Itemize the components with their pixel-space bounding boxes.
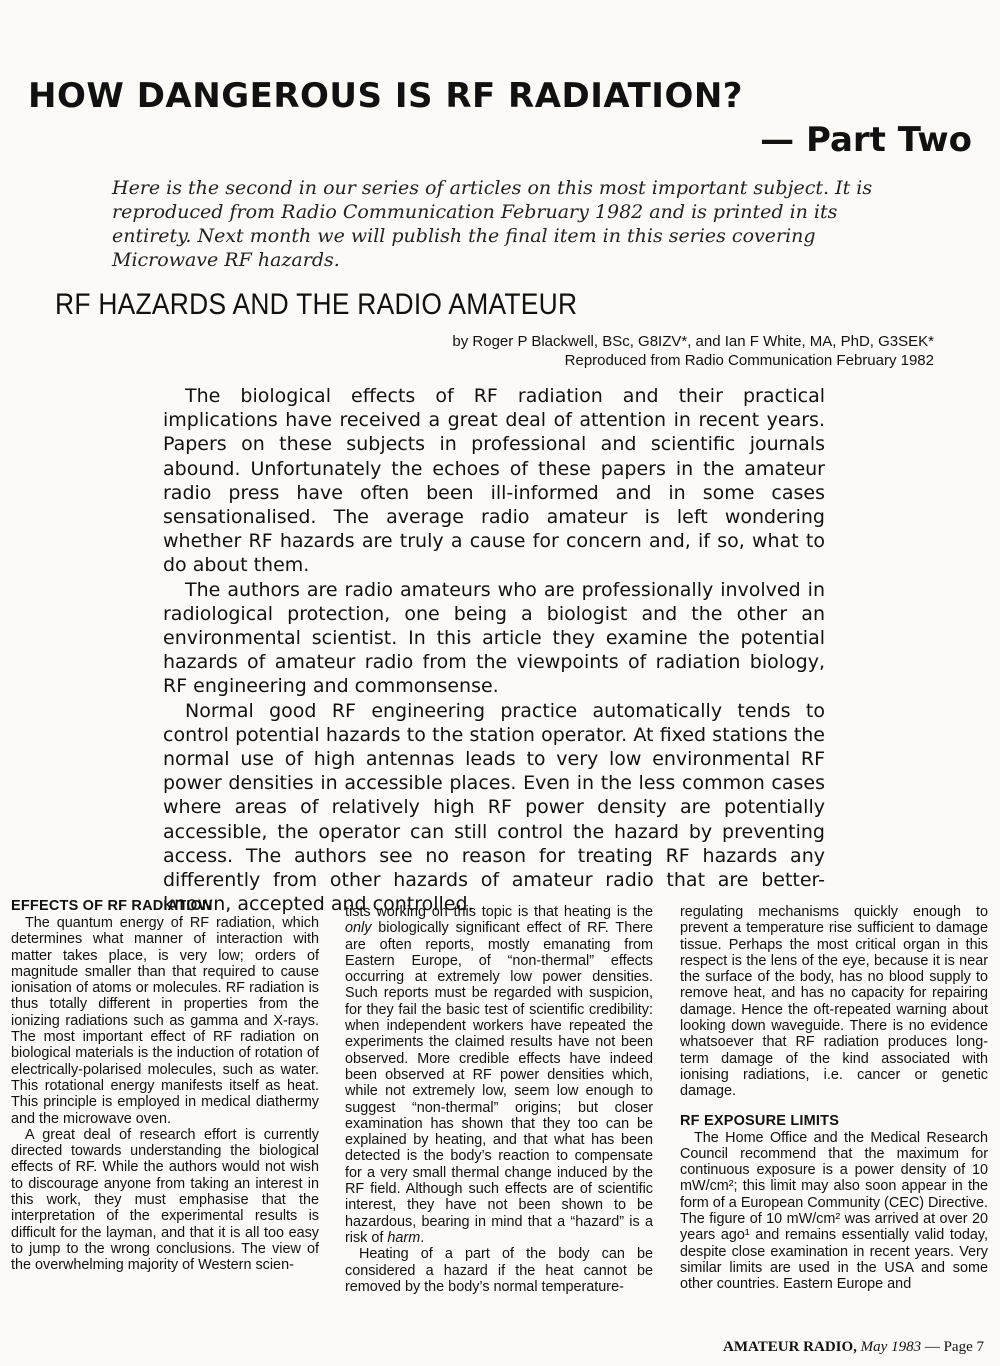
lead-paragraphs <box>163 384 825 916</box>
byline-authors: by Roger P Blackwell, BSc, G8IZV*, and Ian F White, MA, PhD, G3SEK* <box>452 333 934 350</box>
page-footer <box>723 1339 984 1356</box>
body-column-3 <box>680 904 988 1293</box>
body-paragraph: The Home Office and the Medical Research Council recommend that the maximum for continuous exposure is a power density of 10 mW/cm²; this limit may also soon appear in the form of a European Community (CEC) Directive. The figure of 10 mW/cm² was arrived at over 20 years ago¹ and remains essentially valid today, despite close examination in recent years. Very similar limits are used in the USA and some other countries. Eastern Europe and <box>680 1129 988 1293</box>
lead-paragraph: The biological effects of RF radiation and their practical implications have received a great deal of attention in recent years. Papers on these subjects in professional and scientific journals abound. Unfortunately the echoes of these papers in the amateur radio press have often been ill-informed and in some cases sensationalised. The average radio amateur is left wondering whether RF hazards are truly a cause for concern and, if so, what to do about them. <box>163 385 825 577</box>
text-run: biologically significant effect of RF. There are often reports, mostly emanating from Eastern Europe, of “non-thermal” effects occurring at extremely low power densities. Such reports must be regarded with suspicion, for they fail the basic test of scientific credibility: when independent workers have repeated the experiments the claimed results have not been observed. More credible effects have indeed been observed at RF power densities which, while not extremely low, seem low enough to suggest “non-thermal” origins; but closer examination has shown that they too can be explained by heating, and that what has been detected is the body’s reaction to compensate for a very small thermal change induced by the RF field. Although such effects are of scientific interest, they have not been shown to be hazardous, bearing in mind that a “hazard” is a risk of <box>345 920 653 1246</box>
body-column-2 <box>345 904 653 1295</box>
section-heading-exposure-limits: RF EXPOSURE LIMITS <box>680 1112 840 1129</box>
article-title: RF HAZARDS AND THE RADIO AMATEUR <box>55 288 578 321</box>
text-run: tists working on this topic is that heating is the <box>345 904 653 920</box>
body-paragraph: The quantum energy of RF radiation, which determines what manner of interaction with matter takes place, is very low; orders of magnitude smaller than that required to cause ionisation of atoms or molecules. RF radiation is thus totally different in properties from the ionizing radiations such as gamma and X-rays. The most important effect of RF radiation on biological materials is the induction of rotation of electrically-polarised molecules, such as water. This rotational energy manifests itself as heat. This principle is employed in medical diathermy and the microwave oven. <box>11 915 319 1127</box>
section-heading-effects: EFFECTS OF RF RADIATION <box>11 898 213 914</box>
intro-note: Here is the second in our series of articles on this most important subject. It is reproduced from Radio Communication February 1982 and is printed in its entirety. Next month we will publish the final item in this series covering Microwave RF hazards. <box>112 177 873 271</box>
byline <box>452 332 934 370</box>
emphasis: harm <box>387 1229 421 1246</box>
footer-publication: AMATEUR RADIO, <box>723 1339 857 1355</box>
page-subtitle: — Part Two <box>760 120 972 160</box>
footer-page-number: — Page 7 <box>924 1339 984 1355</box>
body-paragraph <box>345 904 653 1246</box>
emphasis: only <box>345 920 372 937</box>
lead-paragraph: Normal good RF engineering practice automatically tends to control potential hazards to the station operator. At fixed stations the normal use of high antennas leads to very low environmental RF power densities in accessible places. Even in the less common cases where areas of relatively high RF power density are potentially accessible, the operator can still control the hazard by preventing access. The authors see no reason for treating RF hazards any differently from other hazards of amateur radio that are better-known, accepted and controlled. <box>163 699 825 916</box>
body-paragraph: regulating mechanisms quickly enough to prevent a temperature rise sufficient to damage tissue. Perhaps the most critical organ in this respect is the lens of the eye, because it is near the surface of the body, has no blood supply to remove heat, and has no capacity for repairing damage. Hence the oft-repeated warning about looking down waveguide. There is no evidence whatsoever that RF radiation produces long-term damage of the kind associated with ionising radiations, i.e. cancer or genetic damage. <box>680 904 988 1100</box>
footer-date: May 1983 <box>860 1339 922 1355</box>
text-run: . <box>420 1229 425 1246</box>
body-paragraph: Heating of a part of the body can be considered a hazard if the heat cannot be removed by the body’s normal temperature- <box>345 1246 653 1295</box>
lead-paragraph: The authors are radio amateurs who are professionally involved in radiological protection, one being a biologist and the other an environmental scientist. In this article they examine the potential hazards of amateur radio from the viewpoints of radiation biology, RF engineering and commonsense. <box>163 578 825 698</box>
body-column-1 <box>11 898 319 1274</box>
byline-source: Reproduced from Radio Communication February 1982 <box>564 352 934 369</box>
page-title: HOW DANGEROUS IS RF RADIATION? <box>28 76 744 116</box>
body-paragraph: A great deal of research effort is currently directed towards understanding the biological effects of RF. While the authors would not wish to discourage anyone from taking an interest in this work, they must emphasise that the interpretation of the experimental results is difficult for the layman, and that it is all too easy to jump to the wrong conclusions. The view of the overwhelming majority of Western scien- <box>11 1126 319 1274</box>
